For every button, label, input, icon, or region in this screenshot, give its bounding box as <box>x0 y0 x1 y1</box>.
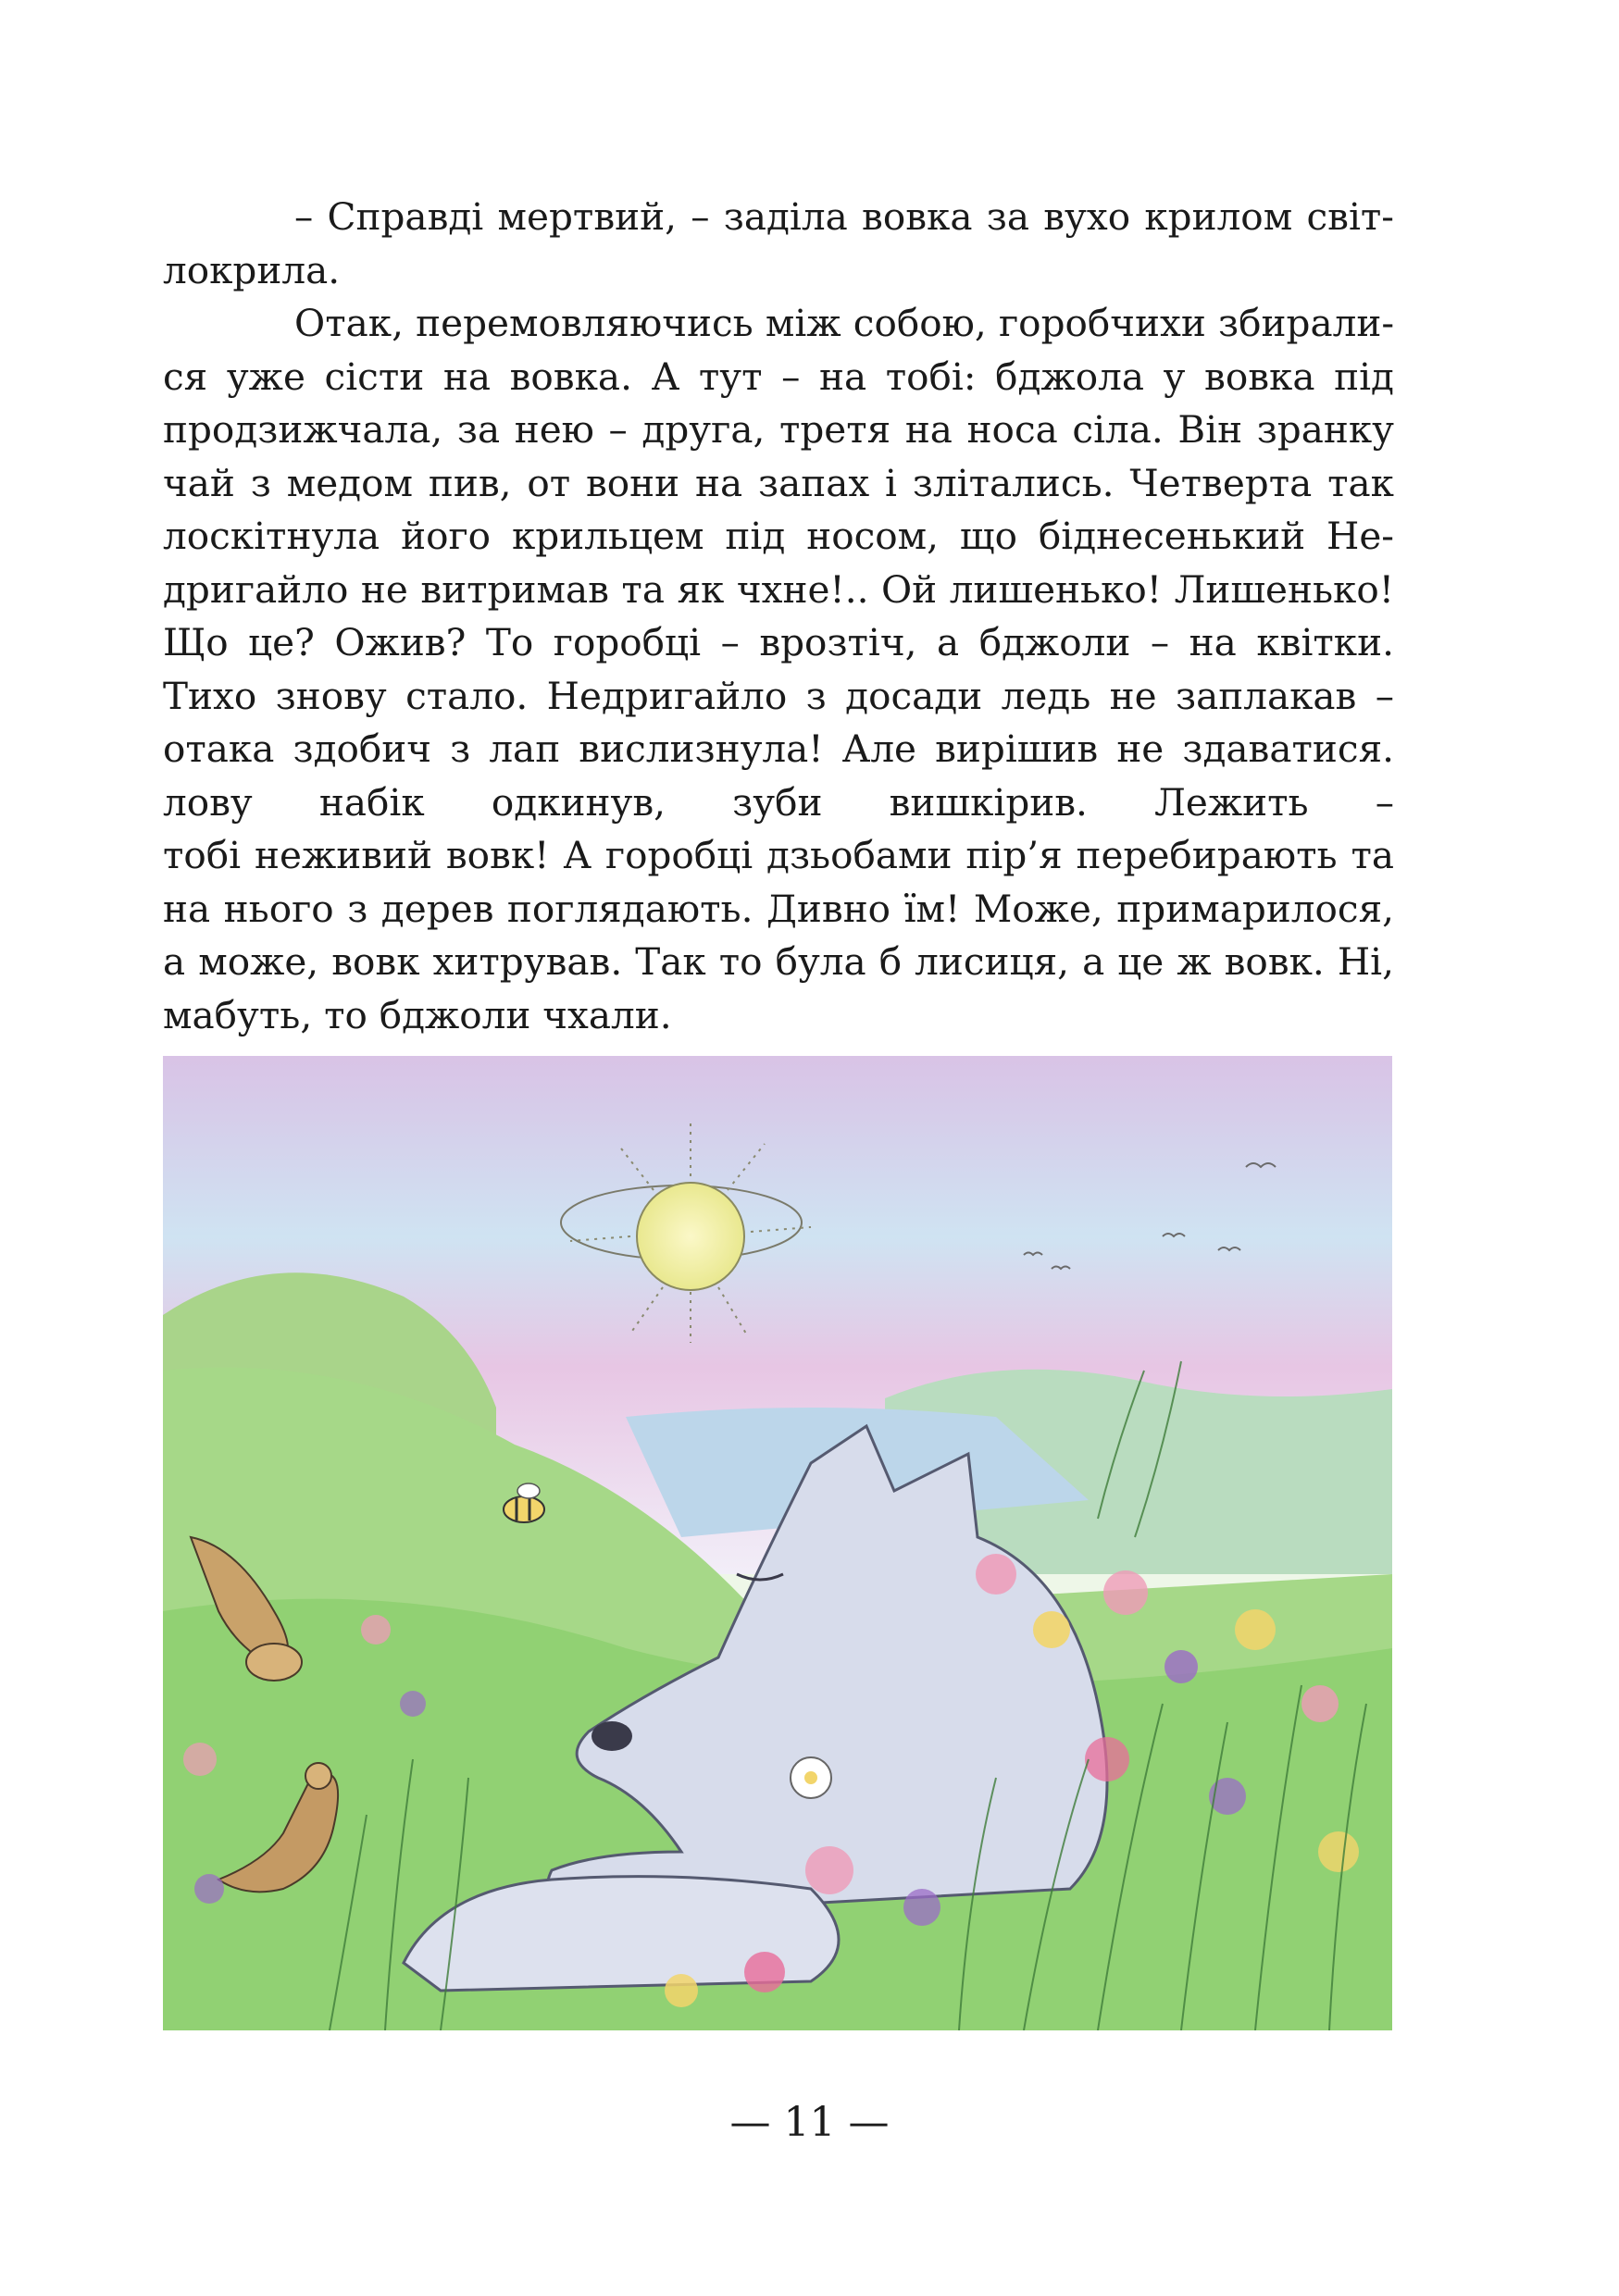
text-line: отака здобич з лап вислизнула! Але вирішив не здаватися. <box>163 726 1394 771</box>
text-line: дригайло не витримав та як чхне!.. Ой лишенько! Лишенько! <box>163 566 1394 612</box>
text-line: локрила. <box>163 247 341 292</box>
text-line: мабуть, то бджоли чхали. <box>163 992 672 1037</box>
text-line: продзижчала, за нею – друга, третя на носа сіла. Він зранку <box>163 407 1394 452</box>
text-line: на нього з дерев поглядають. Дивно їм! Може, примарилося, <box>163 886 1394 931</box>
text-line: – Справді мертвий, – заділа вовка за вухо крилом світ- <box>294 194 1394 239</box>
wolf-meadow-illustration <box>163 1056 1392 2030</box>
story-text <box>163 191 1394 1042</box>
text-line: чай з медом пив, от вони на запах і злітались. Четверта так <box>163 460 1394 505</box>
text-line: ся уже сісти на вовка. А тут – на тобі: бджола у вовка під <box>163 354 1394 399</box>
text-line: тобі неживий вовк! А горобці дзьобами пір’я перебирають та <box>163 833 1394 877</box>
text-line: Тихо знову стало. Недригайло з досади ледь не заплакав – <box>163 673 1394 718</box>
page-number: — 11 — <box>729 2099 890 2146</box>
text-line: лову набік одкинув, зуби вишкірив. Лежить – <box>163 779 1394 825</box>
text-line: лоскітнула його крильцем під носом, що біднесенький Не- <box>163 514 1394 558</box>
text-line: Що це? Ожив? То горобці – врозтіч, а бджоли – на квітки. <box>163 620 1394 664</box>
text-line: Отак, перемовляючись між собою, горобчихи збирали- <box>294 301 1394 345</box>
watercolor-illustration <box>163 1056 1392 2030</box>
text-line: а може, вовк хитрував. Так то була б лисиця, а це ж вовк. Ні, <box>163 939 1394 984</box>
